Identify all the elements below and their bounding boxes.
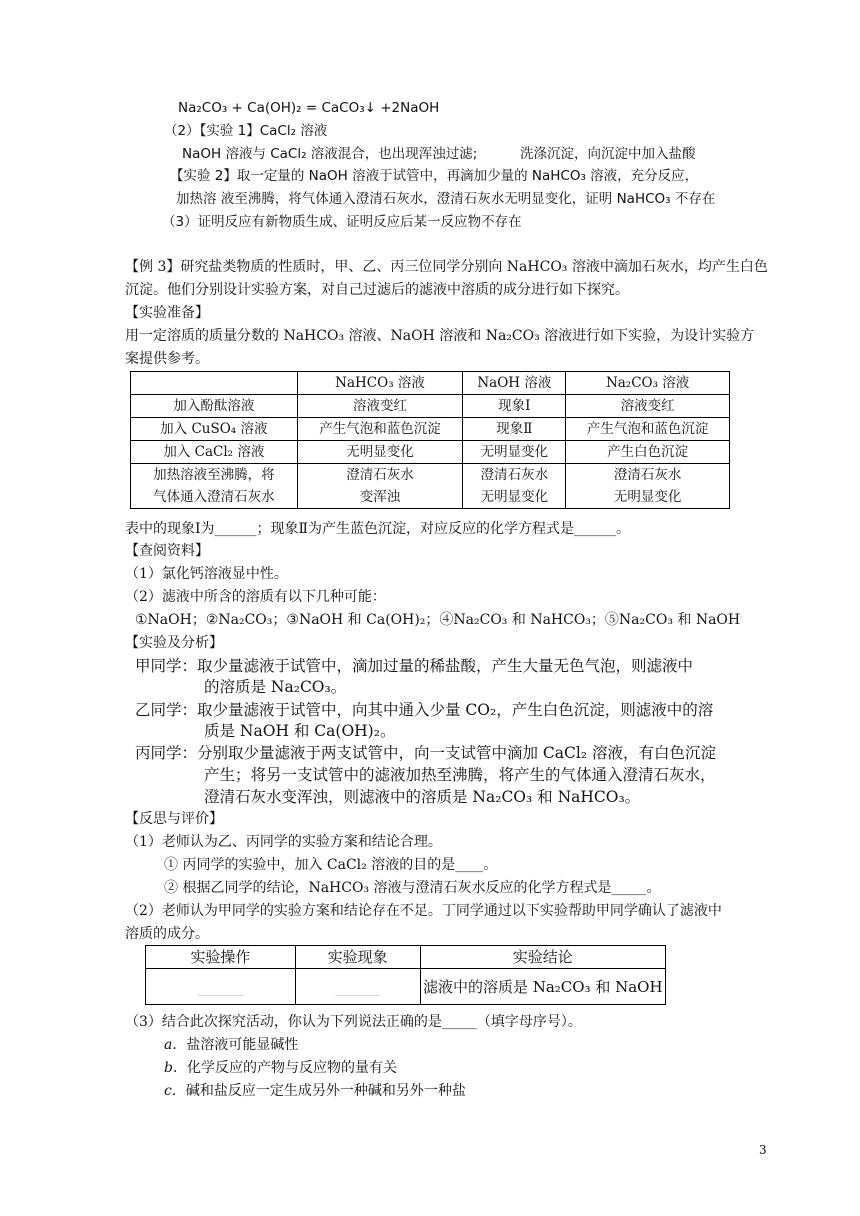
cell-line: 加热溶液至沸腾，将 (153, 467, 275, 483)
page-number: 3 (759, 1143, 767, 1157)
part2-detail-b: 洗涤沉淀，向沉淀中加入盐酸 (520, 146, 696, 162)
table-row (131, 395, 730, 418)
verification-table (145, 945, 666, 1005)
lookup-options: ①NaOH；②Na₂CO₃；③NaOH 和 Ca(OH)₂；④Na₂CO₃ 和 NaHCO₃；⑤Na₂CO₃ 和 NaOH (135, 612, 741, 628)
table-row (131, 418, 730, 441)
bing-line-2: 产生；将另一支试管中的滤液加热至沸腾，将产生的气体通入澄清石灰水， (204, 766, 716, 784)
table-cell (131, 464, 298, 509)
table-cell (566, 464, 730, 509)
table-cell: 滤液中的溶质是 Na₂CO₃ 和 NaOH (420, 969, 666, 1005)
prep-line-2: 案提供参考。 (125, 351, 209, 367)
option-letter: a (164, 1037, 173, 1053)
yi-line-2: 质是 NaOH 和 Ca(OH)₂。 (204, 722, 396, 740)
table-question: 表中的现象Ⅰ为______；现象Ⅱ为产生蓝色沉淀，对应反应的化学方程式是______。 (125, 521, 631, 537)
jia-line-2: 的溶质是 Na₂CO₃。 (204, 678, 347, 696)
reflect-3: （3）结合此次探究活动，你认为下列说法正确的是_____（填字母序号）。 (125, 1014, 582, 1030)
option-text: ．盐溶液可能显碱性 (172, 1037, 299, 1053)
cell-line: 无明显变化 (613, 489, 682, 505)
table-cell: 加入酚酞溶液 (131, 395, 298, 418)
option-letter: c (164, 1083, 172, 1099)
exp2-line2: 加热溶 液至沸腾，将气体通入澄清石灰水，澄清石灰水无明显变化，证明 NaHCO₃ 不存在 (176, 191, 716, 207)
yi-line-1: 乙同学：取少量滤液于试管中，向其中通入少量 CO₂，产生白色沉淀，则滤液中的溶 (135, 701, 714, 719)
option-text: ．碱和盐反应一定生成另外一种碱和另外一种盐 (171, 1083, 466, 1099)
table-cell: 产生气泡和蓝色沉淀 (566, 418, 730, 441)
table-cell: 无明显变化 (463, 441, 566, 464)
reflect-1: （1）老师认为乙、丙同学的实验方案和结论合理。 (125, 834, 442, 850)
table-header-cell: NaHCO₃ 溶液 (297, 372, 463, 395)
table-cell: 现象Ⅱ (463, 418, 566, 441)
option-a (164, 1035, 298, 1055)
analysis-heading: 【实验及分析】 (125, 635, 223, 651)
table-cell: 加入 CuSO₄ 溶液 (131, 418, 298, 441)
reference-table (130, 371, 730, 509)
part2-line: （2）【实验 1】CaCl₂ 溶液 (164, 123, 328, 139)
table-header-cell: 实验操作 (146, 946, 296, 969)
exp2-line1: 【实验 2】取一定量的 NaOH 溶液于试管中，再滴加少量的 NaHCO₃ 溶液，充分反应， (170, 168, 699, 184)
table-header-cell: NaOH 溶液 (463, 372, 566, 395)
example3-intro-1: 【例 3】研究盐类物质的性质时，甲、乙、丙三位同学分别向 NaHCO₃ 溶液中滴加石灰水，均产生白色 (125, 259, 768, 275)
table-cell: 现象Ⅰ (463, 395, 566, 418)
cell-line: 澄清石灰水 (346, 467, 414, 483)
table-row (146, 969, 666, 1005)
option-b (164, 1058, 397, 1078)
lookup-item-1: （1）氯化钙溶液显中性。 (125, 566, 288, 582)
table-cell: 溶液变红 (297, 395, 463, 418)
part3-line: （3）证明反应有新物质生成、证明反应后某一反应物不存在 (162, 214, 522, 230)
table-header-row (131, 372, 730, 395)
table-cell: 无明显变化 (297, 441, 463, 464)
table-row (131, 441, 730, 464)
reflect-2-line-1: （2）老师认为甲同学的实验方案和结论存在不足。丁同学通过以下实验帮助甲同学确认了滤液中 (125, 903, 722, 919)
table-cell: 产生气泡和蓝色沉淀 (297, 418, 463, 441)
table-row (131, 464, 730, 509)
blank-line: ______ (335, 977, 381, 996)
table-cell (297, 464, 463, 509)
prep-line-1: 用一定溶质的质量分数的 NaHCO₃ 溶液、NaOH 溶液和 Na₂CO₃ 溶液进行如下实验，为设计实验方 (125, 328, 755, 344)
bing-line-1: 丙同学：分别取少量滤液于两支试管中，向一支试管中滴加 CaCl₂ 溶液，有白色沉淀 (135, 744, 716, 762)
bing-line-3: 澄清石灰水变浑浊，则滤液中的溶质是 Na₂CO₃ 和 NaHCO₃。 (204, 788, 641, 806)
cell-line: 无明显变化 (480, 489, 549, 505)
prep-heading: 【实验准备】 (125, 305, 209, 321)
option-c (164, 1081, 466, 1101)
part2-detail-a: NaOH 溶液与 CaCl₂ 溶液混合，也出现浑浊过滤; (182, 146, 478, 162)
option-letter: b (164, 1060, 173, 1076)
table-cell: 加入 CaCl₂ 溶液 (131, 441, 298, 464)
example3-intro-2: 沉淀。他们分别设计实验方案，对自己过滤后的滤液中溶质的成分进行如下探究。 (125, 282, 629, 298)
table-cell: 溶液变红 (566, 395, 730, 418)
table-header-cell: Na₂CO₃ 溶液 (566, 372, 730, 395)
reflect-1a: ① 丙同学的实验中，加入 CaCl₂ 溶液的目的是____。 (164, 857, 498, 873)
cell-line: 澄清石灰水 (480, 467, 549, 483)
blank-line: ______ (197, 977, 243, 996)
cell-line: 澄清石灰水 (613, 467, 682, 483)
option-text: ．化学反应的产物与反应物的量有关 (172, 1060, 397, 1076)
cell-line: 变浑浊 (359, 489, 401, 505)
jia-line-1: 甲同学：取少量滤液于试管中，滴加过量的稀盐酸，产生大量无色气泡，则滤液中 (135, 657, 694, 675)
reflect-1b: ② 根据乙同学的结论，NaHCO₃ 溶液与澄清石灰水反应的化学方程式是_____。 (164, 880, 661, 896)
table-cell: 产生白色沉淀 (566, 441, 730, 464)
reflect-2-line-2: 溶质的成分。 (125, 926, 209, 942)
table-header-cell: 实验现象 (295, 946, 420, 969)
equation-line: Na₂CO₃ + Ca(OH)₂ = CaCO₃↓ +2NaOH (178, 100, 440, 116)
cell-line: 气体通入澄清石灰水 (153, 489, 275, 505)
reflect-heading: 【反思与评价】 (125, 811, 223, 827)
lookup-heading: 【查阅资料】 (125, 543, 209, 559)
answer-blank (146, 969, 296, 1005)
lookup-item-2: （2）滤液中所含的溶质有以下几种可能： (125, 589, 386, 605)
table-header-row (146, 946, 666, 969)
table-header-cell: 实验结论 (420, 946, 666, 969)
table-header-cell (131, 372, 298, 395)
table-cell (463, 464, 566, 509)
answer-blank (295, 969, 420, 1005)
